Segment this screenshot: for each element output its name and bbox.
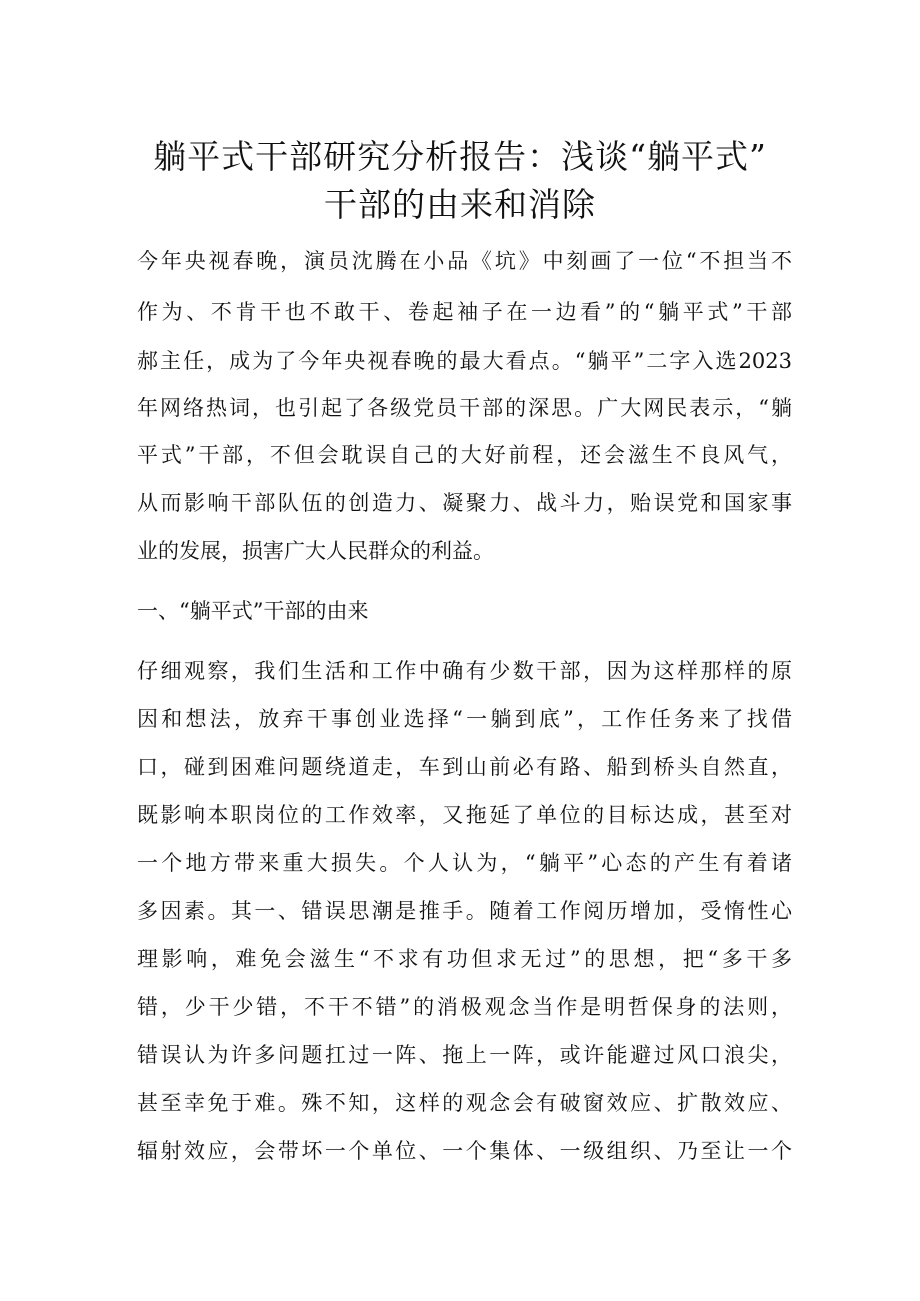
text-line: 今年央视春晚，演员沈腾在小品《坑》中刻画了一位“不担当不 [137,249,792,273]
text-line: 因和想法，放弃干事创业选择“一躺到底”，工作任务来了找借 [137,707,792,731]
text-line: 口，碰到困难问题绕道走，车到山前必有路、船到桥头自然直， [137,755,792,779]
text-line: 理影响，难免会滋生“不求有功但求无过”的思想，把“多干多 [137,947,792,971]
section-heading: 一、“躺平式”干部的由来 [137,599,369,623]
text-line: 从而影响干部队伍的创造力、凝聚力、战斗力，贻误党和国家事 [137,491,792,515]
text-line: 郝主任，成为了今年央视春晚的最大看点。“躺平”二字入选2023 [137,349,792,373]
text-line: 多因素。其一、错误思潮是推手。随着工作阅历增加，受惰性心 [137,899,792,923]
title-line-1: 躺平式干部研究分析报告：浅谈“躺平式” [153,137,767,176]
text-line: 仔细观察，我们生活和工作中确有少数干部，因为这样那样的原 [137,659,792,683]
text-line: 作为、不肯干也不敢干、卷起袖子在一边看”的“躺平式”干部 [137,300,792,324]
text-line: 错误认为许多问题扛过一阵、拖上一阵，或许能避过风口浪尖， [137,1043,792,1067]
text-line: 错，少干少错，不干不错”的消极观念当作是明哲保身的法则， [137,995,792,1019]
title-line-2: 干部的由来和消除 [324,185,596,224]
document-title [120,133,800,229]
text-line: 年网络热词，也引起了各级党员干部的深思。广大网民表示，“躺 [137,396,792,420]
text-line: 业的发展，损害广大人民群众的利益。 [137,539,494,563]
text-line: 平式”干部，不但会耽误自己的大好前程，还会滋生不良风气， [137,443,792,467]
text-line: 辐射效应，会带坏一个单位、一个集体、一级组织、乃至让一个 [137,1139,792,1163]
text-line: 一个地方带来重大损失。个人认为，“躺平”心态的产生有着诸 [137,851,792,875]
text-line: 既影响本职岗位的工作效率，又拖延了单位的目标达成，甚至对 [137,803,792,827]
text-line: 甚至幸免于难。殊不知，这样的观念会有破窗效应、扩散效应、 [137,1091,792,1115]
